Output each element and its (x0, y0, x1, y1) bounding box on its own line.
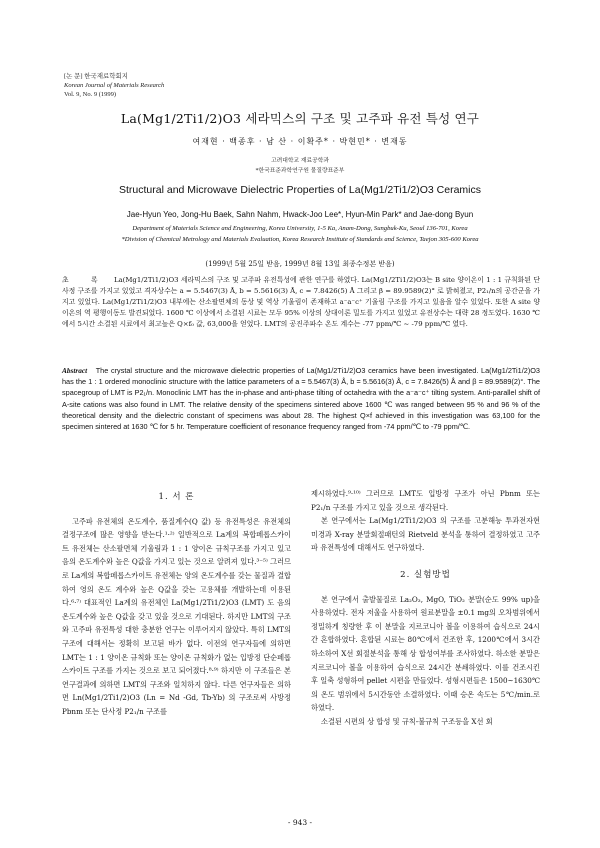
authors-korean: 여재현 · 백종후 · 남 산 · 이확주* · 박현민* · 변재동 (192, 137, 408, 146)
right-paragraph-1: 제시하였다.⁹·¹⁰⁾ 그러므로 LMT도 입방정 구조가 아닌 Pbnm 또는 P2₁/n 구조를 가지고 있을 것으로 생각된다. (311, 489, 540, 512)
title-korean: La(Mg1/2Ti1/2)O3 세라믹스의 구조 및 고주파 유전 특성 연구 (120, 111, 480, 126)
left-column (62, 487, 291, 719)
abstract-korean-text: La(Mg1/2Ti1/2)O3 세라믹스의 구조 및 고주파 유전특성에 관한 연구를 하였다. La(Mg1/2Ti1/2)O3는 B site 양이온이 1 : 1 규칙화된 단사정 구조를 가지고 있었고 격자상수는 a = 5.5467(3) Å, b = 5.5616(3) Å, c = 7.8426(5) Å 그리고 β = 89.9589(2)° 로 밝혀졌고, P2₁/n의 공간군을 가지고 있었다. La(Mg1/2Ti1/2)O3 내부에는 산소팔면체의 동상 및 역상 기울림이 존재하고 a⁻a⁻c⁺ 기울림 구조를 가지고 있음을 알수 있었다. 또한 A site 양이온의 역 평행이동도 발견되었다. 1600 ℃ 이상에서 소결된 시료는 모두 95% 이상의 상대이론 밀도를 가지고 있었고 유전상수는 대략 28 정도였다. 1630 ℃에서 5시간 소결된 시료에서 최고높은 Q×f₀ 값, 63,000을 얻었다. LMT의 공진주파수 온도 계수는 -77 ppm/℃ ~ -79 ppm/℃ 였다. (62, 276, 540, 328)
introduction-paragraph: 고주파 유전체의 온도계수, 품질계수(Q 값) 등 유전특성은 유전체의 결정구조에 많은 영향을 받는다.¹·²⁾ 일반적으로 La계의 복합페롭스카이트 유전체는 산소팔면체 기울림과 1 : 1 양이온 규칙구조를 가지고 있고 음의 온도계수와 높은 Q값을 가지고 있는 것으로 알려져 있다.³⁻⁵⁾ 그러므로 La계의 복합페롭스카이트 유전체는 양의 온도계수를 갖는 물질과 결합하여 영의 온도 계수와 높은 Q값을 갖는 고용체를 개발하는데 이용된다.⁶·⁷⁾ 대표적인 La계의 유전체인 La(Mg1/2Ti1/2)O3 (LMT) 도 음의 온도계수와 높은 Q값을 갖고 있을 것으로 기대된다. 하지만 LMT의 구조와 고주파 유전특성 대한 충분한 연구는 이루어지지 않았다. 특히 LMT의 구조에 대해서는 정확히 보고된 바가 없다. 이전의 연구자들에 의하면 LMT는 1 : 1 양이온 규칙화 또는 양이온 규칙화가 없는 입방정 단순페롭스카이트 구조를 가지는 것으로 보고 되어졌다.⁸·⁹⁾ 하지만 이 구조들은 본 연구결과에 의하면 LMT의 구조와 일치하지 않다. 다른 연구자들은 의하면 Ln(Mg1/2Ti1/2)O3 (Ln = Nd -Gd, Tb-Yb) 의 구조로써 사방정 Pbnm 또는 단사정 P2₁/n 구조를 (62, 516, 291, 716)
received-dates: (1999년 5월 25일 받음, 1999년 8월 13일 최종수정본 받음) (205, 260, 395, 268)
affiliation-english-1: Department of Materials Science and Engineering, Korea University, 1-5 Ka, Anam-Dong, Sungbuk-Ku, Seoul 136-701, Korea (132, 225, 468, 232)
right-column (311, 487, 540, 729)
methods-paragraph-2: 소결된 시편의 상 합성 및 규칙-불규칙 구조등을 X선 회 (321, 716, 493, 726)
journal-volume: Vol. 9, No. 9 (1999) (64, 91, 117, 98)
authors-english: Jae-Hyun Yeo, Jong-Hu Baek, Sahn Nahm, Hwack-Joo Lee*, Hyun-Min Park* and Jae-dong Byun (126, 210, 474, 219)
abstract-english-text: The crystal structure and the microwave dielectric properties of La(Mg1/2Ti1/2)O3 ceramics have been investigated. La(Mg1/2Ti1/2)O3 has the 1 : 1 ordered monoclinic structure with the lattice parameters of a = 5.5467(3) Å, b = 5.5616(3) Å, c = 7.8426(5) Å and β = 89.9589(2)°. The spacegroup of LMT is P2₁/n. Monoclinic LMT has the in-phase and anti-phase tilting of octahedra with the a⁻a⁻c⁺ tilting system. Anti-parallel shift of A-site cations was also found in LMT. The relative density of the specimens sintered above 1600 ℃ was ranged between 95 % and 96 % of the theoretical density and the dielectric constant of specimens was about 28. The highest Q×f achieved in this investigation was 63,100 for the specimen sintered at 1630 ℃ for 5 hr. Temperature coefficient of resonance frequency ranged from -74 ppm/℃ to -79 ppm/℃. (62, 366, 540, 432)
methods-paragraph-1: 본 연구에서 출발물질로 La₂O₃, MgO, TiO₂ 분말(순도 99% up)을 사용하였다. 전자 저울을 사용하여 원료분말을 ±0.1 mg의 오차범위에서 정밀하게 칭량한 후 이 분말을 지르코니아 볼을 이용하여 습식으로 24시간 혼합하였다. 혼합된 시료는 80℃에서 건조한 후, 1200℃에서 3시간 하소하여 X선 회절분석을 통해 상 합성여부를 조사하였다. 하소한 분말은 지르코니아 볼을 이용하여 습식으로 24시간 분쇄하였다. 이를 건조시킨 후 일축 성형하여 pellet 시편을 만들었다. 성형시편들은 1500~1630℃의 온도 범위에서 5시간동안 소결하였다. 이때 승온 속도는 5℃/min.로 하였다. (311, 594, 540, 713)
title-english: Structural and Microwave Dielectric Properties of La(Mg1/2Ti1/2)O3 Ceramics (119, 184, 481, 196)
abstract-korean-label: 초 록 (62, 276, 108, 284)
journal-header (64, 72, 164, 99)
section-heading-methods: 2. 실험방법 (400, 569, 451, 580)
page-number: - 943 - (287, 818, 313, 827)
section-heading-introduction: 1. 서 론 (158, 492, 195, 502)
affiliation-english-2: *Division of Chemical Metrology and Materials Evaluation, Korea Research Institute of Standards and Science, Taejon 305-600 Korea (121, 236, 479, 243)
affiliation-korean-2: *한국표준과학연구원 물질량표준부 (255, 168, 345, 174)
abstract-korean (62, 275, 540, 330)
abstract-english (62, 365, 540, 432)
right-paragraph-2: 본 연구에서는 La(Mg1/2Ti1/2)O3 의 구조를 고분해능 투과전자현미경과 X-ray 분말회절패턴의 Rietveld 분석을 통하여 결정하였고 고주파 유전특성에 대해서도 연구하였다. (311, 516, 540, 553)
abstract-english-label: Abstract (62, 366, 88, 375)
journal-name: Korean Journal of Materials Research (64, 82, 165, 89)
journal-tag: [논 문] 한국재료학회지 (64, 73, 129, 80)
affiliation-korean-1: 고려대학교 재료공학과 (271, 158, 329, 164)
